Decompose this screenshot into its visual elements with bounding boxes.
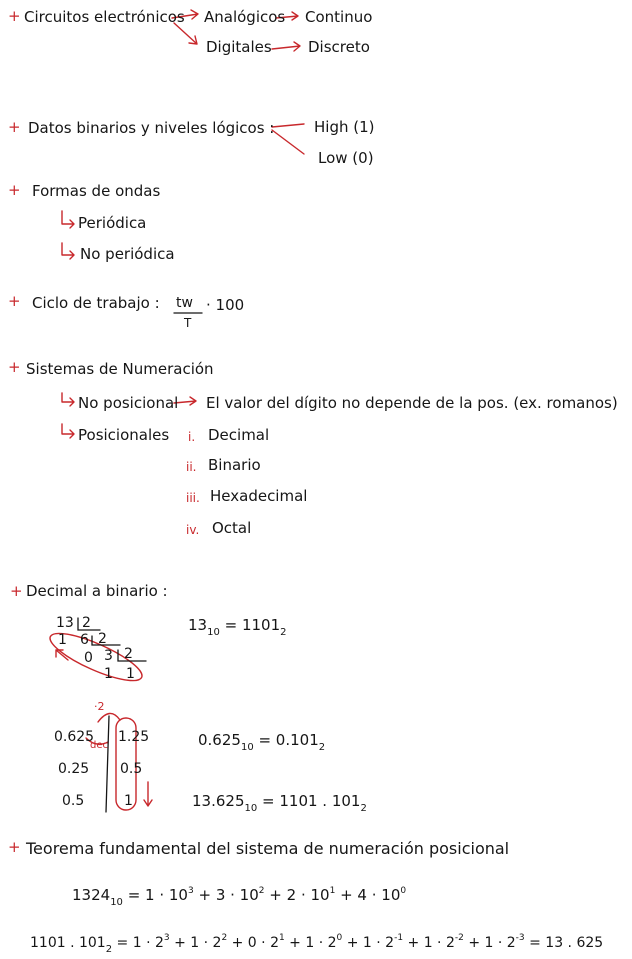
hook-arrow-no-periodica	[62, 243, 74, 259]
dec-note: dec	[90, 740, 108, 751]
bullet-4: +	[8, 292, 21, 310]
arrow-to-digitales	[174, 23, 197, 44]
hook-arrow-posicionales	[62, 424, 74, 438]
continuo-label: Continuo	[305, 8, 373, 26]
result-13-binary	[188, 616, 287, 637]
frac-left-2: 0.25	[58, 761, 90, 777]
div-dividend-13: 13	[56, 615, 74, 631]
eq2-term-5-exp: -1	[394, 933, 404, 943]
result-0625-dec: 0.625	[198, 731, 241, 749]
frac-left-3: 0.5	[62, 793, 85, 809]
item-hexadecimal: Hexadecimal	[210, 487, 308, 505]
item-decimal: Decimal	[208, 426, 270, 444]
no-periodica-label: No periódica	[80, 245, 175, 263]
eq2-term-2: + 1 · 2	[174, 935, 222, 951]
div-quotient-3: 3	[104, 648, 113, 664]
analogicos-label: Analógicos	[204, 8, 286, 26]
frac-right-2: 0.5	[120, 761, 143, 777]
result-13625-binary	[192, 792, 367, 813]
item-number-2: ii.	[186, 460, 197, 474]
formas-de-ondas-heading: Formas de ondas	[32, 182, 161, 200]
eq2-term-5: + 1 · 2	[346, 935, 395, 951]
teorema-heading: Teorema fundamental del sistema de numeración posicional	[26, 839, 510, 858]
mult-by-2-note: ·2	[94, 700, 105, 713]
eq1-term-3-exp: 1	[329, 886, 336, 896]
bullet-6: +	[10, 582, 23, 600]
eq1-term-3: + 2 · 10	[269, 886, 330, 904]
div-quotient-last: 1	[126, 666, 135, 682]
result-13625-dec: 13.625	[192, 792, 245, 810]
result-0625-bin-base: 2	[318, 742, 326, 753]
div-remainder-last: 1	[104, 666, 113, 682]
no-posicional-description: El valor del dígito no depende de la pos. (ex. romanos)	[206, 394, 618, 412]
eq1-term-1-exp: 3	[187, 886, 194, 896]
frac-right-1: 1.25	[118, 729, 150, 745]
duty-multiplier: · 100	[206, 296, 245, 314]
circuitos-heading: Circuitos electrónicos	[24, 8, 185, 26]
eq2-term-1-exp: 3	[163, 933, 170, 943]
result-13625-bin-base: 2	[360, 803, 367, 814]
teorema-equation-2	[30, 934, 603, 954]
datos-binarios-heading: Datos binarios y niveles lógicos :	[28, 119, 275, 137]
result-13-dec-base: 10	[207, 627, 220, 638]
eq2-term-7-exp: -3	[515, 933, 525, 943]
eq2-term-4-exp: 0	[336, 933, 343, 943]
sistemas-numeracion-heading: Sistemas de Numeración	[26, 360, 214, 378]
branch-low	[272, 130, 304, 154]
result-13-eq: =	[224, 616, 238, 634]
duty-denominator: T	[184, 316, 192, 330]
bullet-7: +	[8, 838, 21, 856]
eq1-term-2: + 3 · 10	[198, 886, 259, 904]
div-remainder-0: 0	[84, 650, 93, 666]
digitales-label: Digitales	[206, 38, 272, 56]
eq1-term-2-exp: 2	[258, 886, 265, 896]
frac-left-1: 0.625	[54, 729, 95, 745]
eq2-term-7: + 1 · 2	[468, 935, 516, 951]
eq2-lhs-base: 2	[105, 944, 113, 955]
posicionales-label: Posicionales	[78, 426, 170, 444]
eq1-term-1: = 1 · 10	[127, 886, 188, 904]
duty-numerator: tw	[176, 295, 193, 311]
eq2-term-3: + 0 · 2	[231, 935, 279, 951]
item-binario: Binario	[208, 456, 261, 474]
teorema-equation-1	[72, 886, 406, 907]
eq2-term-3-exp: 1	[278, 933, 285, 943]
discreto-label: Discreto	[308, 38, 370, 56]
eq2-result: = 13 . 625	[529, 935, 604, 951]
hook-arrow-no-posicional	[62, 393, 74, 406]
eq1-lhs-base: 10	[110, 897, 123, 908]
eq2-lhs: 1101 . 101	[30, 935, 106, 951]
decimal-a-binario-heading: Decimal a binario :	[26, 582, 168, 600]
no-posicional-label: No posicional	[78, 394, 179, 412]
result-0625-bin: = 0.101	[258, 731, 319, 749]
item-octal: Octal	[212, 519, 252, 537]
bullet-3: +	[8, 181, 21, 199]
item-number-4: iv.	[186, 523, 200, 537]
integer-bits-arrow	[144, 782, 152, 806]
frac-vline	[106, 716, 109, 812]
div-divisor-3: 2	[124, 646, 133, 662]
result-13625-dec-base: 10	[244, 803, 258, 814]
div-quotient-6: 6	[80, 632, 89, 648]
eq1-term-4: + 4 · 10	[340, 886, 401, 904]
branch-high	[272, 124, 304, 127]
eq2-term-1: = 1 · 2	[116, 935, 164, 951]
eq2-term-6-exp: -2	[454, 933, 464, 943]
bullet-1: +	[8, 7, 21, 25]
periodica-label: Periódica	[78, 214, 147, 232]
arrow-to-discreto	[272, 42, 300, 51]
div-divisor-2: 2	[98, 631, 107, 647]
result-13-bin-base: 2	[280, 627, 287, 638]
result-13-dec: 13	[188, 616, 208, 634]
result-0625-dec-base: 10	[240, 742, 254, 753]
div-remainder-1: 1	[58, 632, 67, 648]
eq2-term-6: + 1 · 2	[407, 935, 455, 951]
eq2-term-4: + 1 · 2	[289, 935, 337, 951]
bullet-5: +	[8, 358, 21, 376]
ciclo-de-trabajo-heading: Ciclo de trabajo :	[32, 294, 160, 312]
low-label: Low (0)	[318, 149, 374, 167]
eq1-lhs: 1324	[72, 886, 111, 904]
frac-right-3: 1	[124, 793, 133, 809]
eq1-term-4-exp: 0	[400, 886, 407, 896]
item-number-1: i.	[188, 430, 196, 444]
bullet-2: +	[8, 118, 21, 136]
eq2-term-2-exp: 2	[221, 933, 228, 943]
div-divisor-1: 2	[82, 615, 91, 631]
hook-arrow-periodica	[62, 211, 74, 228]
result-0625-binary	[198, 731, 325, 752]
high-label: High (1)	[314, 118, 375, 136]
result-13-bin: 1101	[241, 616, 281, 634]
item-number-3: iii.	[186, 491, 200, 505]
result-13625-bin: = 1101 . 101	[262, 792, 361, 810]
